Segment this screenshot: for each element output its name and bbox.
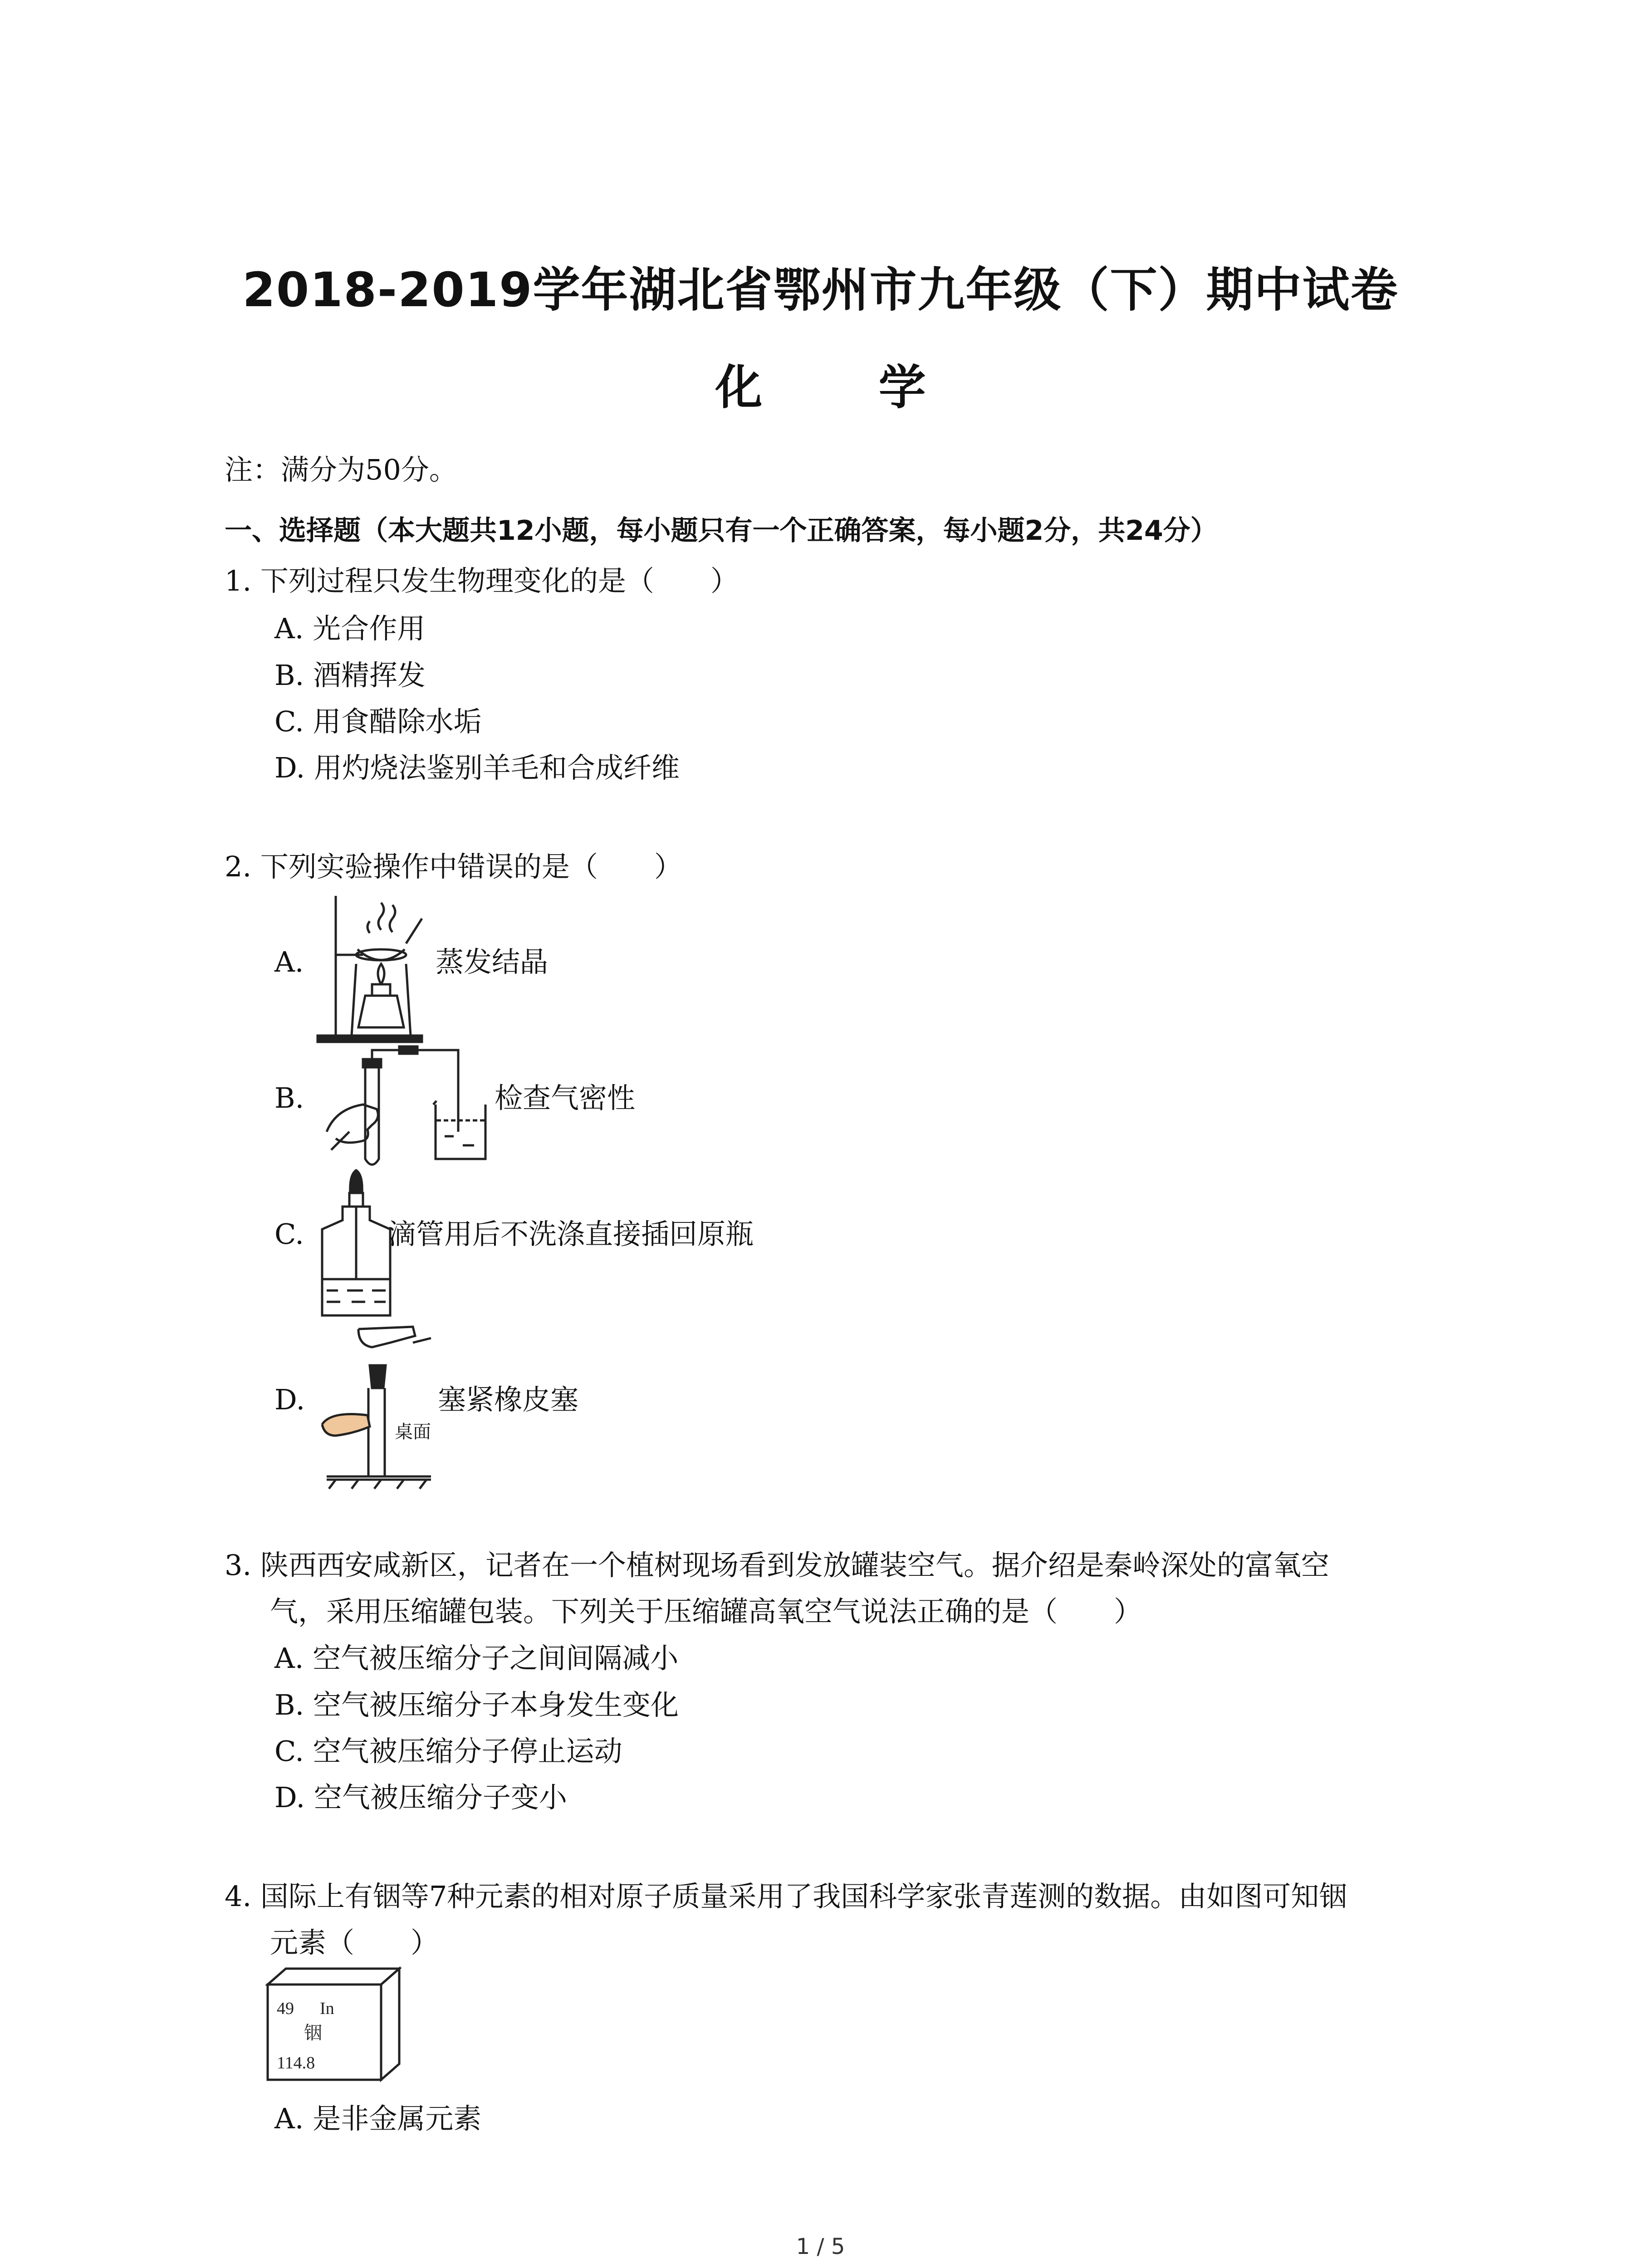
question-2-option-b-text: 检查气密性 — [495, 1081, 636, 1114]
question-2-option-d-letter: D. — [274, 1383, 305, 1416]
indium-element-card — [265, 1966, 402, 2084]
desk-label: 桌面 — [395, 1422, 431, 1442]
question-3-stem-line-2: 气，采用压缩罐包装。下列关于压缩罐高氧空气说法正确的是（ ） — [270, 1595, 1142, 1628]
question-3-option-b: B. 空气被压缩分子本身发生变化 — [274, 1688, 679, 1721]
element-name: 铟 — [304, 2023, 322, 2043]
question-3-option-c: C. 空气被压缩分子停止运动 — [274, 1735, 622, 1768]
question-4-option-a: A. 是非金属元素 — [274, 2102, 482, 2135]
page-number: 1 / 5 — [796, 2234, 845, 2259]
question-4-stem-line-1: 4. 国际上有铟等7种元素的相对原子质量采用了我国科学家张青莲测的数据。由如图可知铟 — [225, 1880, 1347, 1913]
evaporation-apparatus-image — [313, 891, 436, 1046]
question-3-option-d: D. 空气被压缩分子变小 — [274, 1781, 567, 1814]
exam-title: 2018-2019学年湖北省鄂州市九年级（下）期中试卷 — [242, 262, 1399, 318]
question-2-option-d-text: 塞紧橡皮塞 — [438, 1383, 579, 1416]
question-4-stem-line-2: 元素（ ） — [270, 1926, 439, 1959]
question-1-option-b: B. 酒精挥发 — [274, 659, 426, 692]
subject-title: 化 学 — [715, 360, 976, 415]
atomic-number: 49 — [277, 1999, 294, 2018]
rubber-stopper-image — [318, 1320, 449, 1492]
section-heading: 一、选择题（本大题共12小题，每小题只有一个正确答案，每小题2分，共24分） — [225, 515, 1218, 547]
question-2-option-b-letter: B. — [274, 1081, 304, 1114]
question-2-option-c-text: 滴管用后不洗涤直接插回原瓶 — [388, 1217, 754, 1251]
question-2-option-a-text: 蒸发结晶 — [436, 945, 549, 978]
question-1-option-a: A. 光合作用 — [274, 612, 426, 645]
question-3-option-a: A. 空气被压缩分子之间间隔减小 — [274, 1642, 679, 1675]
question-1-option-c: C. 用食醋除水垢 — [274, 705, 482, 738]
airtightness-check-image — [318, 1041, 499, 1177]
question-3-stem-line-1: 3. 陕西西安咸新区，记者在一个植树现场看到发放罐装空气。据介绍是秦岭深处的富氧空 — [225, 1549, 1329, 1582]
atomic-mass: 114.8 — [277, 2053, 315, 2072]
dropper-bottle-image — [318, 1166, 395, 1320]
question-1-option-d: D. 用灼烧法鉴别羊毛和合成纤维 — [274, 751, 680, 784]
question-2-option-a-letter: A. — [274, 945, 304, 978]
question-1-stem: 1. 下列过程只发生物理变化的是（ ） — [225, 564, 739, 597]
question-2-stem: 2. 下列实验操作中错误的是（ ） — [225, 850, 682, 883]
element-symbol: In — [320, 1999, 334, 2018]
score-note: 注：满分为50分。 — [225, 453, 457, 486]
question-2-option-c-letter: C. — [274, 1217, 304, 1251]
